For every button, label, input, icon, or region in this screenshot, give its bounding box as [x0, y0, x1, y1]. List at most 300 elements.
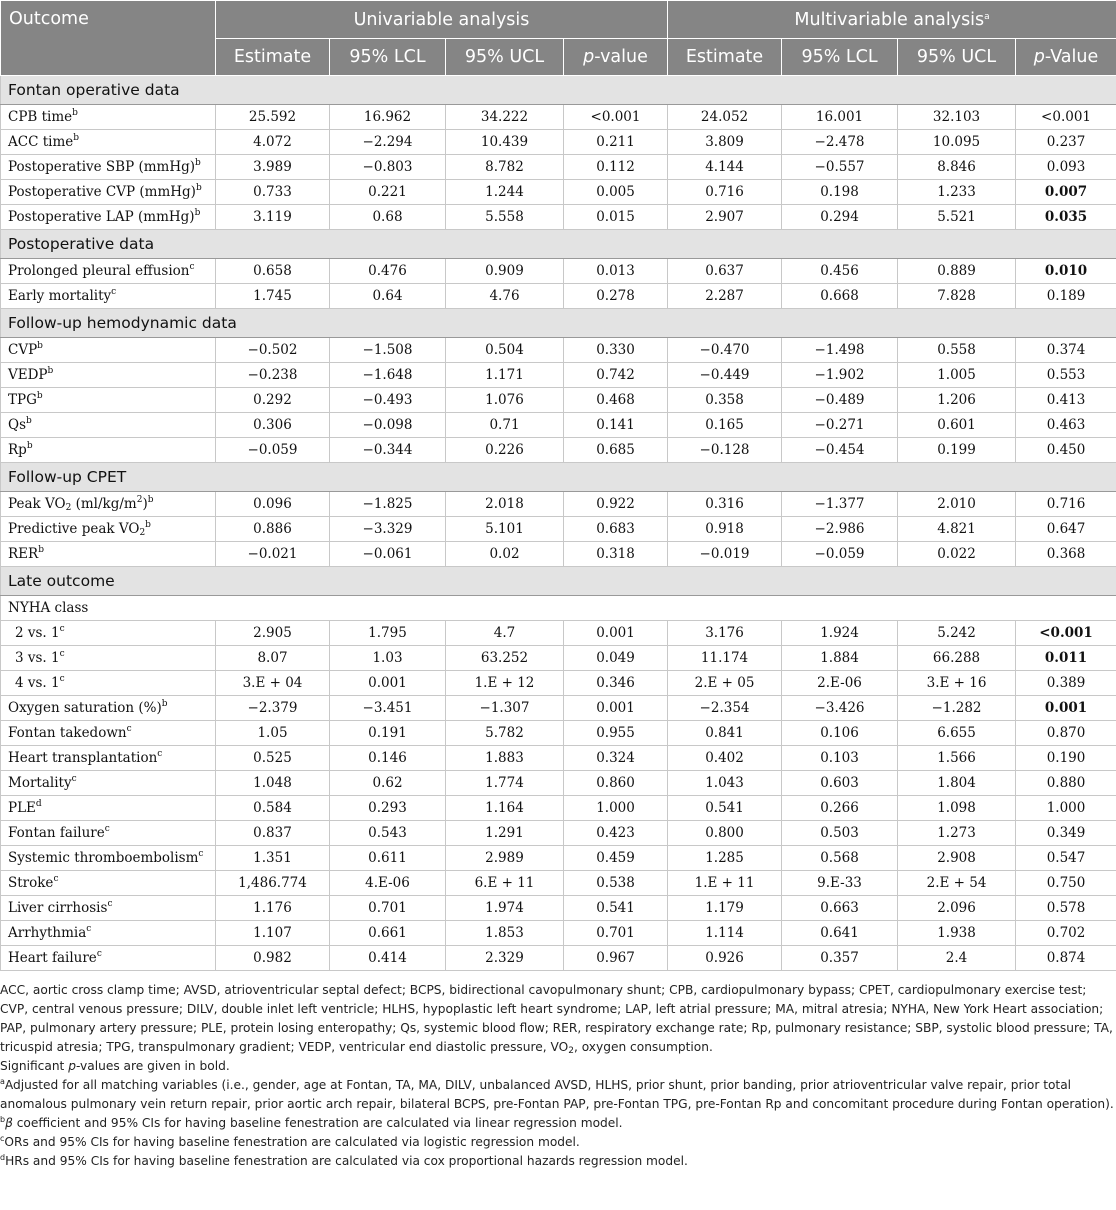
row-label: CPB time$^b$: [1, 105, 216, 130]
table-row: [1, 921, 1116, 946]
table-cell: <0.001: [564, 105, 668, 130]
table-cell: 63.252: [446, 646, 564, 671]
table-cell: 0.165: [668, 413, 782, 438]
table-cell: 0.011: [1016, 646, 1116, 671]
table-cell: 1.043: [668, 771, 782, 796]
table-cell: −0.061: [330, 542, 446, 567]
row-label: Heart transplantation$^c$: [1, 746, 216, 771]
table-cell: 1.351: [216, 846, 330, 871]
table-cell: 0.237: [1016, 130, 1116, 155]
table-cell: 6.655: [898, 721, 1016, 746]
table-cell: 16.001: [782, 105, 898, 130]
table-cell: 1.291: [446, 821, 564, 846]
table-row: [1, 596, 1116, 621]
table-cell: 0.141: [564, 413, 668, 438]
row-label: Predictive peak $VO_2^b$: [1, 517, 216, 542]
table-cell: 0.266: [782, 796, 898, 821]
table-cell: 1.179: [668, 896, 782, 921]
table-cell: −1.498: [782, 338, 898, 363]
header-pvalue-multi: p-Value: [1016, 39, 1116, 76]
table-cell: 1.098: [898, 796, 1016, 821]
table-cell: 8.782: [446, 155, 564, 180]
table-cell: 0.349: [1016, 821, 1116, 846]
table-cell: 0.64: [330, 284, 446, 309]
footnote-marker: b: [26, 441, 33, 451]
section-row: [1, 463, 1116, 492]
table-cell: 0.211: [564, 130, 668, 155]
header-univariable: Univariable analysis: [216, 1, 668, 39]
table-cell: 2.908: [898, 846, 1016, 871]
table-cell: 1.273: [898, 821, 1016, 846]
footnote-marker: b: [38, 545, 44, 555]
table-cell: 4.76: [446, 284, 564, 309]
table-footnotes: [0, 971, 1116, 1171]
table-cell: −0.059: [782, 542, 898, 567]
table-cell: 3.E + 16: [898, 671, 1016, 696]
table-cell: 1.804: [898, 771, 1016, 796]
table-cell: 0.504: [446, 338, 564, 363]
table-row: [1, 896, 1116, 921]
table-cell: 5.521: [898, 205, 1016, 230]
table-cell: −0.021: [216, 542, 330, 567]
table-cell: 0.702: [1016, 921, 1116, 946]
table-cell: 2.E + 54: [898, 871, 1016, 896]
table-cell: 1.938: [898, 921, 1016, 946]
table-cell: 0.553: [1016, 363, 1116, 388]
table-cell: 0.926: [668, 946, 782, 971]
table-cell: −3.329: [330, 517, 446, 542]
header-estimate-multi: Estimate: [668, 39, 782, 76]
row-label: Rp$^b$: [1, 438, 216, 463]
table-cell: 1.03: [330, 646, 446, 671]
table-cell: 2.4: [898, 946, 1016, 971]
footnote-marker: c: [59, 649, 65, 659]
row-label: Fontan failure$^c$: [1, 821, 216, 846]
table-cell: 0.389: [1016, 671, 1116, 696]
row-label: Postoperative LAP (mmHg)$^b$: [1, 205, 216, 230]
row-label: 3 vs. 1$^c$: [1, 646, 216, 671]
table-cell: −3.426: [782, 696, 898, 721]
table-cell: 0.463: [1016, 413, 1116, 438]
table-cell: 0.955: [564, 721, 668, 746]
table-cell: 2.018: [446, 492, 564, 517]
table-cell: 1.884: [782, 646, 898, 671]
table-cell: −0.470: [668, 338, 782, 363]
section-row: [1, 76, 1116, 105]
table-row: [1, 846, 1116, 871]
table-cell: 1.048: [216, 771, 330, 796]
table-cell: 2.E + 05: [668, 671, 782, 696]
row-label: PLE$^d$: [1, 796, 216, 821]
table-cell: 0.541: [564, 896, 668, 921]
footnote-marker: b: [195, 158, 201, 168]
table-cell: 24.052: [668, 105, 782, 130]
table-cell: 0.103: [782, 746, 898, 771]
table-cell: 1.924: [782, 621, 898, 646]
footnote-marker: c: [198, 849, 204, 859]
table-cell: 2.907: [668, 205, 782, 230]
section-title: Follow-up hemodynamic data: [1, 309, 1116, 338]
table-cell: 1.176: [216, 896, 330, 921]
header-ucl-multi: 95% UCL: [898, 39, 1016, 76]
footnote-marker: b: [195, 183, 202, 193]
table-row: [1, 205, 1116, 230]
table-row: [1, 821, 1116, 846]
table-cell: 1.E + 12: [446, 671, 564, 696]
footnote-marker: b: [47, 366, 54, 376]
header-multivariable: Multivariable analysis$^a$: [668, 1, 1116, 39]
table-cell: 0.541: [668, 796, 782, 821]
section-row: [1, 230, 1116, 259]
table-cell: 0.558: [898, 338, 1016, 363]
table-cell: 0.357: [782, 946, 898, 971]
section-title: Postoperative data: [1, 230, 1116, 259]
table-cell: 0.093: [1016, 155, 1116, 180]
table-cell: 0.886: [216, 517, 330, 542]
table-cell: 8.846: [898, 155, 1016, 180]
table-cell: 2.010: [898, 492, 1016, 517]
row-label: Postoperative SBP (mmHg)$^b$: [1, 155, 216, 180]
table-cell: 0.456: [782, 259, 898, 284]
table-row: [1, 721, 1116, 746]
table-cell: 0.010: [1016, 259, 1116, 284]
table-cell: 0.459: [564, 846, 668, 871]
table-row: [1, 492, 1116, 517]
table-row: [1, 671, 1116, 696]
table-cell: 0.368: [1016, 542, 1116, 567]
table-cell: 4.E-06: [330, 871, 446, 896]
table-cell: 0.226: [446, 438, 564, 463]
table-cell: 0.013: [564, 259, 668, 284]
footnote-marker: c: [53, 874, 59, 884]
footnote-marker: c: [96, 949, 102, 959]
table-row: [1, 517, 1116, 542]
table-cell: 0.005: [564, 180, 668, 205]
table-cell: 0.001: [564, 621, 668, 646]
table-cell: −1.377: [782, 492, 898, 517]
table-cell: 0.71: [446, 413, 564, 438]
table-cell: 0.198: [782, 180, 898, 205]
table-cell: 1.005: [898, 363, 1016, 388]
row-label: Peak $VO_2$ $(ml/kg/m^2)^b$: [1, 492, 216, 517]
row-label: Stroke$^c$: [1, 871, 216, 896]
table-cell: 0.278: [564, 284, 668, 309]
table-cell: 0.683: [564, 517, 668, 542]
table-cell: −2.379: [216, 696, 330, 721]
section-title: Fontan operative data: [1, 76, 1116, 105]
table-cell: 0.750: [1016, 871, 1116, 896]
table-cell: 2.905: [216, 621, 330, 646]
table-cell: 0.982: [216, 946, 330, 971]
table-cell: 0.661: [330, 921, 446, 946]
footnote-marker: c: [189, 262, 195, 272]
table-cell: 1.171: [446, 363, 564, 388]
table-row: [1, 871, 1116, 896]
table-row: [1, 180, 1116, 205]
table-cell: 1.076: [446, 388, 564, 413]
table-cell: 11.174: [668, 646, 782, 671]
table-row: [1, 105, 1116, 130]
footnote-c: $^c$ORs and 95% CIs for having baseline fenestration are calculated via logistic regression model.: [0, 1134, 580, 1149]
table-cell: 0.306: [216, 413, 330, 438]
row-label: Early mortality$^c$: [1, 284, 216, 309]
table-cell: 0.324: [564, 746, 668, 771]
header-outcome: Outcome: [1, 1, 216, 76]
table-cell: 1.566: [898, 746, 1016, 771]
header-lcl-uni: 95% LCL: [330, 39, 446, 76]
table-cell: −2.354: [668, 696, 782, 721]
table-cell: 1.795: [330, 621, 446, 646]
table-cell: 0.001: [564, 696, 668, 721]
table-cell: 34.222: [446, 105, 564, 130]
table-cell: 0.346: [564, 671, 668, 696]
table-cell: 1.285: [668, 846, 782, 871]
footnote-marker: c: [107, 899, 113, 909]
table-cell: 25.592: [216, 105, 330, 130]
table-cell: 6.E + 11: [446, 871, 564, 896]
table-cell: −2.478: [782, 130, 898, 155]
table-cell: 0.414: [330, 946, 446, 971]
table-cell: 4.072: [216, 130, 330, 155]
table-cell: 0.015: [564, 205, 668, 230]
table-cell: 8.07: [216, 646, 330, 671]
table-row: [1, 259, 1116, 284]
table-cell: 0.601: [898, 413, 1016, 438]
row-label: NYHA class: [1, 596, 1116, 621]
section-row: [1, 309, 1116, 338]
table-cell: −0.493: [330, 388, 446, 413]
table-cell: 0.860: [564, 771, 668, 796]
table-row: [1, 388, 1116, 413]
table-cell: 2.329: [446, 946, 564, 971]
table-cell: 0.841: [668, 721, 782, 746]
table-cell: 0.538: [564, 871, 668, 896]
table-cell: −0.128: [668, 438, 782, 463]
table-cell: −2.294: [330, 130, 446, 155]
table-cell: 0.049: [564, 646, 668, 671]
row-label: Fontan takedown$^c$: [1, 721, 216, 746]
table-cell: 9.E-33: [782, 871, 898, 896]
table-header: [1, 1, 1116, 76]
table-cell: 0.668: [782, 284, 898, 309]
table-cell: −2.986: [782, 517, 898, 542]
row-label: Prolonged pleural effusion$^c$: [1, 259, 216, 284]
table-cell: 5.101: [446, 517, 564, 542]
table-cell: −3.451: [330, 696, 446, 721]
table-cell: 1.114: [668, 921, 782, 946]
footnote-marker: c: [104, 824, 110, 834]
footnote-marker: b: [37, 341, 43, 351]
table-row: [1, 796, 1116, 821]
table-cell: 0.870: [1016, 721, 1116, 746]
table-cell: 7.828: [898, 284, 1016, 309]
table-cell: 0.330: [564, 338, 668, 363]
table-cell: 0.611: [330, 846, 446, 871]
table-cell: 0.800: [668, 821, 782, 846]
table-cell: 5.782: [446, 721, 564, 746]
table-cell: 1,486.774: [216, 871, 330, 896]
table-cell: 16.962: [330, 105, 446, 130]
table-cell: 0.294: [782, 205, 898, 230]
table-cell: −1.648: [330, 363, 446, 388]
table-cell: −0.344: [330, 438, 446, 463]
table-cell: 3.989: [216, 155, 330, 180]
table-cell: 0.547: [1016, 846, 1116, 871]
footnote-marker: c: [59, 624, 65, 634]
table-row: [1, 413, 1116, 438]
table-cell: 0.022: [898, 542, 1016, 567]
table-cell: 1.883: [446, 746, 564, 771]
header-pvalue-uni: p-value: [564, 39, 668, 76]
table-cell: 4.821: [898, 517, 1016, 542]
table-cell: −0.449: [668, 363, 782, 388]
table-cell: 0.918: [668, 517, 782, 542]
table-cell: 0.199: [898, 438, 1016, 463]
table-cell: 0.423: [564, 821, 668, 846]
table-cell: −0.059: [216, 438, 330, 463]
table-cell: −0.489: [782, 388, 898, 413]
table-cell: 0.374: [1016, 338, 1116, 363]
table-row: [1, 363, 1116, 388]
footnote-marker: c: [126, 724, 132, 734]
table-cell: 0.584: [216, 796, 330, 821]
table-cell: 0.189: [1016, 284, 1116, 309]
table-row: [1, 542, 1116, 567]
table-cell: 1.974: [446, 896, 564, 921]
footnote-marker: c: [59, 674, 65, 684]
table-cell: 0.637: [668, 259, 782, 284]
footnote-marker: c: [86, 924, 92, 934]
footnote-b: $^b$β coefficient and 95% CIs for having baseline fenestration are calculated via linear regression model.: [0, 1115, 623, 1130]
row-label: Mortality$^c$: [1, 771, 216, 796]
footnote-marker: c: [111, 287, 117, 297]
table-cell: 3.119: [216, 205, 330, 230]
significance-note: Significant p-values are given in bold.: [0, 1059, 230, 1073]
abbreviations-note: ACC, aortic cross clamp time; AVSD, atrioventricular septal defect; BCPS, bidirectional cavopulmonary shunt; CPB, cardiopulmonary bypass; CPET, cardiopulmonary exercise test; CVP, central venous pressure; DILV, double inlet left ventricle; HLHS, hypoplastic left heart syndrome; LAP, left atrial pressure; MA, mitral atresia; NYHA, New York Heart association; PAP, pulmonary artery pressure; PLE, protein losing enteropathy; Qs, systemic blood flow; RER, respiratory exchange rate; Rp, pulmonary resistance; SBP, systolic blood pressure; TA, tricuspid atresia; TPG, transpulmonary gradient; VEDP, ventricular end diastolic pressure, $VO_2$, oxygen consumption.: [0, 983, 1113, 1056]
table-cell: 0.190: [1016, 746, 1116, 771]
table-cell: 1.164: [446, 796, 564, 821]
table-cell: 0.922: [564, 492, 668, 517]
table-row: [1, 746, 1116, 771]
table-cell: 0.658: [216, 259, 330, 284]
row-label: 4 vs. 1$^c$: [1, 671, 216, 696]
row-label: RER$^b$: [1, 542, 216, 567]
row-label: VEDP$^b$: [1, 363, 216, 388]
table-cell: 1.853: [446, 921, 564, 946]
footnote-marker: b: [72, 108, 78, 118]
table-cell: −0.238: [216, 363, 330, 388]
table-cell: −0.098: [330, 413, 446, 438]
footnote-marker: b: [26, 416, 32, 426]
row-label: Liver cirrhosis$^c$: [1, 896, 216, 921]
table-cell: 2.E-06: [782, 671, 898, 696]
table-cell: 0.413: [1016, 388, 1116, 413]
row-label: TPG$^b$: [1, 388, 216, 413]
header-estimate-uni: Estimate: [216, 39, 330, 76]
table-cell: 0.578: [1016, 896, 1116, 921]
table-cell: 0.02: [446, 542, 564, 567]
row-label: Heart failure$^c$: [1, 946, 216, 971]
table-cell: 0.663: [782, 896, 898, 921]
table-cell: 1.05: [216, 721, 330, 746]
row-label: Systemic thromboembolism$^c$: [1, 846, 216, 871]
table-cell: 10.439: [446, 130, 564, 155]
table-cell: 1.E + 11: [668, 871, 782, 896]
table-cell: 32.103: [898, 105, 1016, 130]
table-cell: 0.543: [330, 821, 446, 846]
footnote-marker: b: [194, 208, 201, 218]
table-row: [1, 946, 1116, 971]
table-row: [1, 130, 1116, 155]
table-cell: 0.001: [1016, 696, 1116, 721]
table-cell: 0.318: [564, 542, 668, 567]
table-cell: <0.001: [1016, 621, 1116, 646]
header-ucl-uni: 95% UCL: [446, 39, 564, 76]
table-cell: 1.107: [216, 921, 330, 946]
table-cell: 1.206: [898, 388, 1016, 413]
table-cell: 0.450: [1016, 438, 1116, 463]
table-cell: −1.902: [782, 363, 898, 388]
table-cell: −0.019: [668, 542, 782, 567]
footnote-marker: d: [35, 799, 42, 809]
table-cell: 0.503: [782, 821, 898, 846]
table-cell: −1.282: [898, 696, 1016, 721]
table-cell: 0.716: [668, 180, 782, 205]
table-cell: 0.701: [564, 921, 668, 946]
table-cell: 0.733: [216, 180, 330, 205]
table-cell: −0.803: [330, 155, 446, 180]
table-cell: 1.745: [216, 284, 330, 309]
table-cell: 5.558: [446, 205, 564, 230]
footnote-marker: b: [73, 133, 79, 143]
table-cell: 3.809: [668, 130, 782, 155]
row-label: Qs$^b$: [1, 413, 216, 438]
footnote-marker: b: [145, 520, 151, 530]
table-cell: 2.287: [668, 284, 782, 309]
table-cell: −0.557: [782, 155, 898, 180]
table-cell: 0.221: [330, 180, 446, 205]
footnote-d: $^d$HRs and 95% CIs for having baseline fenestration are calculated via cox proportional hazards regression model.: [0, 1153, 688, 1168]
header-lcl-multi: 95% LCL: [782, 39, 898, 76]
table-cell: 0.685: [564, 438, 668, 463]
table-cell: 1.244: [446, 180, 564, 205]
table-cell: 0.316: [668, 492, 782, 517]
table-cell: <0.001: [1016, 105, 1116, 130]
footnote-marker: c: [157, 749, 163, 759]
table-cell: 0.641: [782, 921, 898, 946]
footnote-marker: b: [161, 699, 168, 709]
section-row: [1, 567, 1116, 596]
table-cell: 0.293: [330, 796, 446, 821]
table-cell: 1.000: [1016, 796, 1116, 821]
table-cell: 0.909: [446, 259, 564, 284]
table-cell: 0.880: [1016, 771, 1116, 796]
table-row: [1, 155, 1116, 180]
table-row: [1, 438, 1116, 463]
row-label: Oxygen saturation (%)$^b$: [1, 696, 216, 721]
table-cell: −1.508: [330, 338, 446, 363]
table-cell: −1.307: [446, 696, 564, 721]
table-cell: 0.874: [1016, 946, 1116, 971]
footnote-marker: b: [147, 495, 154, 505]
table-row: [1, 338, 1116, 363]
table-cell: 0.525: [216, 746, 330, 771]
table-body: [1, 76, 1116, 971]
section-title: Follow-up CPET: [1, 463, 1116, 492]
table-cell: 0.292: [216, 388, 330, 413]
table-cell: −0.502: [216, 338, 330, 363]
row-label: ACC time$^b$: [1, 130, 216, 155]
